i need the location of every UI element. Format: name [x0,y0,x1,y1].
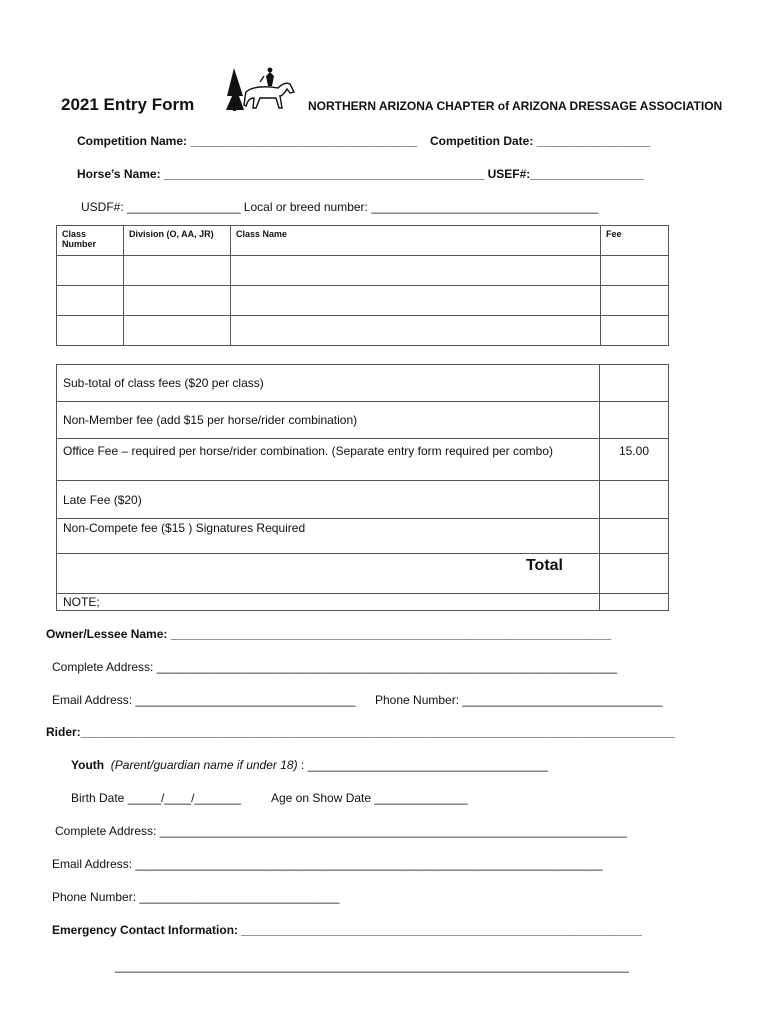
header-class-name: Class Name [231,226,601,256]
owner-name-field[interactable]: Owner/Lessee Name: __________________________________________________________________ [46,627,612,641]
non-compete-fee-amount[interactable] [600,519,669,554]
youth-field[interactable] [71,758,548,772]
class-name-cell[interactable] [231,256,601,286]
total-label: Total [57,554,600,594]
emergency-contact-field[interactable]: Emergency Contact Information: ____________________________________________________________ [52,923,642,937]
horse-name-field[interactable]: Horse’s Name: ________________________________________________ USEF#:_________________ [77,167,644,181]
late-fee-amount[interactable] [600,481,669,519]
subtotal-amount[interactable] [600,365,669,402]
fee-cell[interactable] [601,256,669,286]
owner-address-field[interactable]: Complete Address: _____________________________________________________________________ [52,660,618,674]
fee-cell[interactable] [601,286,669,316]
note-row [57,594,669,611]
class-table-header [57,226,669,256]
form-title: 2021 Entry Form [61,95,195,114]
class-number-cell[interactable] [57,286,124,316]
office-fee-label: Office Fee – required per horse/rider combination. (Separate entry form required per combo) [57,439,600,481]
total-row [57,554,669,594]
late-fee-label: Late Fee ($20) [57,481,600,519]
class-entry-table [56,225,669,346]
youth-note: (Parent/guardian name if under 18) [110,758,298,772]
class-name-cell[interactable] [231,286,601,316]
table-row [57,316,669,346]
non-compete-fee-label: Non-Compete fee ($15 ) Signatures Required [57,519,600,554]
rider-field[interactable]: Rider:_________________________________________________________________________________________ [46,725,675,739]
organization-name: NORTHERN ARIZONA CHAPTER of ARIZONA DRESSAGE ASSOCIATION [308,99,723,113]
header-division: Division (O, AA, JR) [124,226,231,256]
youth-label: Youth [71,758,105,772]
non-member-fee-label: Non-Member fee (add $15 per horse/rider combination) [57,402,600,439]
class-number-cell[interactable] [57,316,124,346]
youth-line: : ____________________________________ [297,758,548,772]
fee-row [57,365,669,402]
fee-row [57,439,669,481]
total-amount[interactable] [600,554,669,594]
horse-rider-tree-logo-icon [224,66,298,112]
rider-email-field[interactable]: Email Address: ______________________________________________________________________ [52,857,603,871]
note-label: NOTE; [57,594,600,611]
fee-row [57,519,669,554]
fees-table [56,364,669,611]
usdf-field[interactable]: USDF#: _________________ Local or breed number: __________________________________ [81,200,599,214]
class-number-cell[interactable] [57,256,124,286]
fee-row [57,402,669,439]
owner-email-field[interactable]: Email Address: _________________________________ [52,693,356,707]
office-fee-amount[interactable]: 15.00 [600,439,669,481]
owner-phone-field[interactable]: Phone Number: ______________________________ [375,693,663,707]
header-class-number: Class Number [57,226,124,256]
division-cell[interactable] [124,316,231,346]
competition-date-field[interactable]: Competition Date: _________________ [430,134,651,148]
table-row [57,286,669,316]
birth-date-field[interactable]: Birth Date _____/____/_______ [71,791,242,805]
header-fee: Fee [601,226,669,256]
emergency-contact-line-2[interactable]: _____________________________________________________________________________ [115,959,629,973]
competition-name-field[interactable]: Competition Name: __________________________________ [77,134,418,148]
division-cell[interactable] [124,286,231,316]
note-amount[interactable] [600,594,669,611]
rider-phone-field[interactable]: Phone Number: ______________________________ [52,890,340,904]
fee-cell[interactable] [601,316,669,346]
rider-address-field[interactable]: Complete Address: ______________________________________________________________________ [55,824,627,838]
non-member-fee-amount[interactable] [600,402,669,439]
class-name-cell[interactable] [231,316,601,346]
age-on-show-date-field[interactable]: Age on Show Date ______________ [271,791,468,805]
subtotal-label: Sub-total of class fees ($20 per class) [57,365,600,402]
table-row [57,256,669,286]
fee-row [57,481,669,519]
division-cell[interactable] [124,256,231,286]
